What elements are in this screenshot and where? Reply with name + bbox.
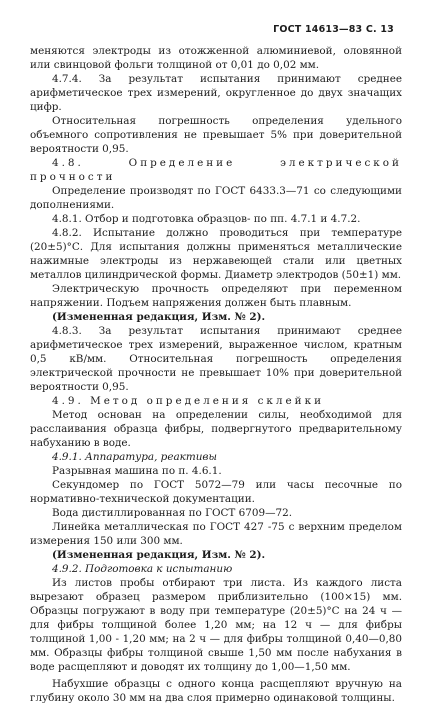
paragraph-sample-prep: Из листов пробы отбирают три листа. Из каждого листа вырезают образец размером приблизительно (100×15) мм. Образцы погружают в воду при температуре (20±5)°С на 24 ч — для фибры толщиной более 1,20 мм; на 12 ч — для фибры толщиной 1,00 - 1,20 мм; на 2 ч — для фибры толщиной 0,40—0,80 мм. Образцы фибры толщиной свыше 1,50 мм после набухания в воде расщепляют и доводят их толщину до 1,00—1,50 мм. (30, 577, 402, 673)
paragraph-method: Метод основан на определении силы, необходимой для расслаивания образца фибры, подвергнутого предварительному набуханию в воде. (30, 409, 402, 449)
paragraph-splitting: Набухшие образцы с одного конца расщепляют вручную на глубину около 30 мм на два слоя примерно одинаковой толщины. (30, 678, 402, 704)
section-heading-4-9: 4.9. Метод определения склейки (52, 395, 325, 407)
paragraph-ruler: Линейка металлическая по ГОСТ 427 -75 с верхним пределом измерения 150 или 300 мм. (30, 521, 402, 547)
section-heading-4-8: 4.8. Определение электрической прочности (30, 157, 402, 183)
document-body (30, 44, 402, 705)
paragraph-error-resistance: Относительная погрешность определения удельного объемного сопротивления не превышает 5% при доверительной вероятности 0,95. (30, 115, 402, 155)
paragraph-stopwatch: Секундомер по ГОСТ 5072—79 или часы песочные по нормативно-технической документации. (30, 479, 402, 505)
paragraph-voltage: Электрическую прочность определяют при переменном напряжении. Подъем напряжения должен быть плавным. (30, 283, 402, 309)
amendment-note: (Измененная редакция, Изм. № 2). (52, 549, 266, 561)
amendment-note: (Измененная редакция, Изм. № 2). (52, 311, 266, 323)
paragraph-water: Вода дистиллированная по ГОСТ 6709—72. (52, 507, 293, 519)
paragraph-4-8-3: 4.8.3. За результат испытания принимают среднее арифметическое трех измерений, выраженное числом, кратным 0,5 кВ/мм. Относительная погрешность определения электрической прочности не превышает 10% при доверительной вероятности 0,95. (30, 325, 402, 393)
paragraph-continuation: меняются электроды из отожженной алюминиевой, оловянной или свинцовой фольги толщиной от 0,01 до 0,02 мм. (30, 45, 402, 71)
paragraph-4-7-4: 4.7.4. За результат испытания принимают среднее арифметическое трех измерений, округленное до двух значащих цифр. (30, 73, 402, 113)
paragraph-4-8-1: 4.8.1. Отбор и подготовка образцов- по пп. 4.7.1 и 4.7.2. (52, 213, 361, 225)
paragraph-tensile-machine: Разрывная машина по п. 4.6.1. (52, 465, 222, 477)
subheading-4-9-1: 4.9.1. Аппаратура, реактивы (52, 451, 217, 463)
page-header: ГОСТ 14613—83 С. 13 (273, 24, 394, 35)
paragraph-4-8-2: 4.8.2. Испытание должно проводиться при температуре (20±5)°С. Для испытания должны применяться металлические нажимные электроды из нержавеющей стали или цветных металлов цилиндрической формы. Диаметр электродов (50±1) мм. (30, 227, 402, 281)
subheading-4-9-2: 4.9.2. Подготовка к испытанию (52, 563, 233, 575)
paragraph-determination: Определение производят по ГОСТ 6433.3—71 со следующими дополнениями. (30, 185, 402, 211)
